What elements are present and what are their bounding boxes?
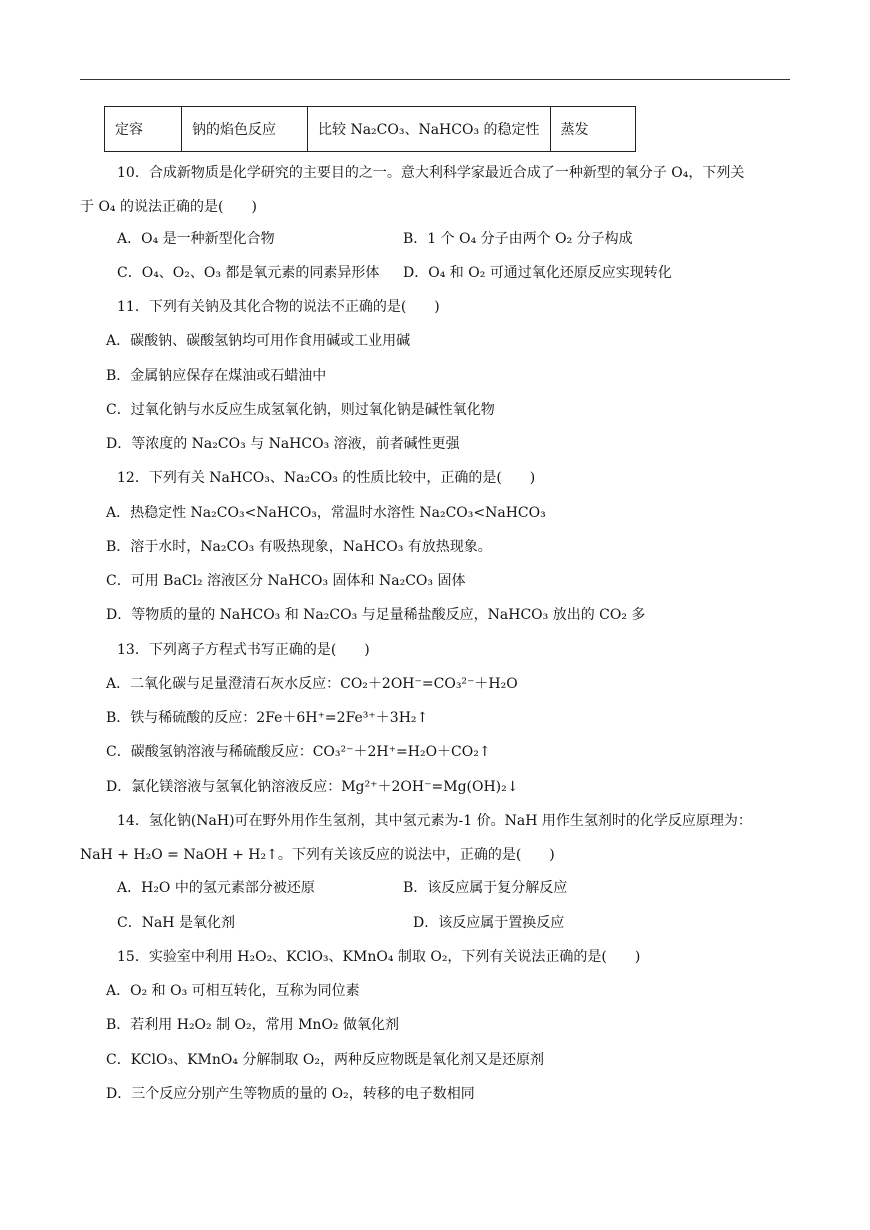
q12-option-a: A．热稳定性 Na₂CO₃<NaHCO₃，常温时水溶性 Na₂CO₃<NaHCO₃ <box>106 505 546 521</box>
q15-option-b: B．若利用 H₂O₂ 制 O₂，常用 MnO₂ 做氧化剂 <box>106 1017 399 1033</box>
table-cell: 钠的焰色反应 <box>182 107 308 152</box>
q11-stem: 11．下列有关钠及其化合物的说法不正确的是( ) <box>117 299 440 315</box>
q11-option-d: D．等浓度的 Na₂CO₃ 与 NaHCO₃ 溶液，前者碱性更强 <box>106 436 460 452</box>
q14-option-c: C．NaH 是氧化剂 <box>117 915 235 931</box>
q10-stem-line1: 10．合成新物质是化学研究的主要目的之一。意大利科学家最近合成了一种新型的氧分子 O₄，下列关 <box>117 165 745 181</box>
q12-option-c: C．可用 BaCl₂ 溶液区分 NaHCO₃ 固体和 Na₂CO₃ 固体 <box>106 573 466 589</box>
q15-option-a: A．O₂ 和 O₃ 可相互转化，互称为同位素 <box>106 983 360 999</box>
q13-stem: 13．下列离子方程式书写正确的是( ) <box>117 642 370 658</box>
q12-option-d: D．等物质的量的 NaHCO₃ 和 Na₂CO₃ 与足量稀盐酸反应，NaHCO₃ 放出的 CO₂ 多 <box>106 607 646 623</box>
q14-option-d: D．该反应属于置换反应 <box>413 915 565 931</box>
q15-stem: 15．实验室中利用 H₂O₂、KClO₃、KMnO₄ 制取 O₂，下列有关说法正确的是( ) <box>117 949 641 965</box>
table-cell: 蒸发 <box>550 107 635 152</box>
q11-option-b: B．金属钠应保存在煤油或石蜡油中 <box>106 368 327 384</box>
q10-option-c: C．O₄、O₂、O₃ 都是氧元素的同素异形体 <box>117 265 380 281</box>
table-cell: 比较 Na₂CO₃、NaHCO₃ 的稳定性 <box>308 107 551 152</box>
q14-stem-line1: 14．氢化钠(NaH)可在野外用作生氢剂，其中氢元素为-1 价。NaH 用作生氢剂时的化学反应原理为： <box>117 813 752 829</box>
q10-option-d: D．O₄ 和 O₂ 可通过氧化还原反应实现转化 <box>403 265 672 281</box>
q12-option-b: B．溶于水时，Na₂CO₃ 有吸热现象，NaHCO₃ 有放热现象。 <box>106 539 492 555</box>
table-row <box>105 107 636 152</box>
q13-option-d: D．氯化镁溶液与氢氧化钠溶液反应：Mg²⁺＋2OH⁻=Mg(OH)₂↓ <box>106 779 519 795</box>
q12-stem: 12．下列有关 NaHCO₃、Na₂CO₃ 的性质比较中，正确的是( ) <box>117 470 536 486</box>
q14-option-a: A．H₂O 中的氢元素部分被还原 <box>117 880 315 896</box>
q11-option-c: C．过氧化钠与水反应生成氢氧化钠，则过氧化钠是碱性氧化物 <box>106 402 495 418</box>
experiment-table <box>104 106 636 152</box>
header-rule <box>80 79 790 80</box>
q13-option-a: A．二氧化碳与足量澄清石灰水反应：CO₂＋2OH⁻=CO₃²⁻＋H₂O <box>106 676 518 692</box>
q14-option-b: B．该反应属于复分解反应 <box>403 880 568 896</box>
q14-stem-line2: NaH + H₂O = NaOH + H₂↑。下列有关该反应的说法中，正确的是( ) <box>80 847 555 863</box>
q13-option-b: B．铁与稀硫酸的反应：2Fe＋6H⁺=2Fe³⁺＋3H₂↑ <box>106 710 429 726</box>
q15-option-c: C．KClO₃、KMnO₄ 分解制取 O₂，两种反应物既是氧化剂又是还原剂 <box>106 1052 544 1068</box>
q10-option-a: A．O₄ 是一种新型化合物 <box>117 231 275 247</box>
q10-option-b: B．1 个 O₄ 分子由两个 O₂ 分子构成 <box>403 231 633 247</box>
table-cell: 定容 <box>105 107 182 152</box>
q15-option-d: D．三个反应分别产生等物质的量的 O₂，转移的电子数相同 <box>106 1086 475 1102</box>
q10-stem-line2: 于 O₄ 的说法正确的是( ) <box>80 199 257 215</box>
q13-option-c: C．碳酸氢钠溶液与稀硫酸反应：CO₃²⁻＋2H⁺=H₂O＋CO₂↑ <box>106 744 491 760</box>
q11-option-a: A．碳酸钠、碳酸氢钠均可用作食用碱或工业用碱 <box>106 333 411 349</box>
